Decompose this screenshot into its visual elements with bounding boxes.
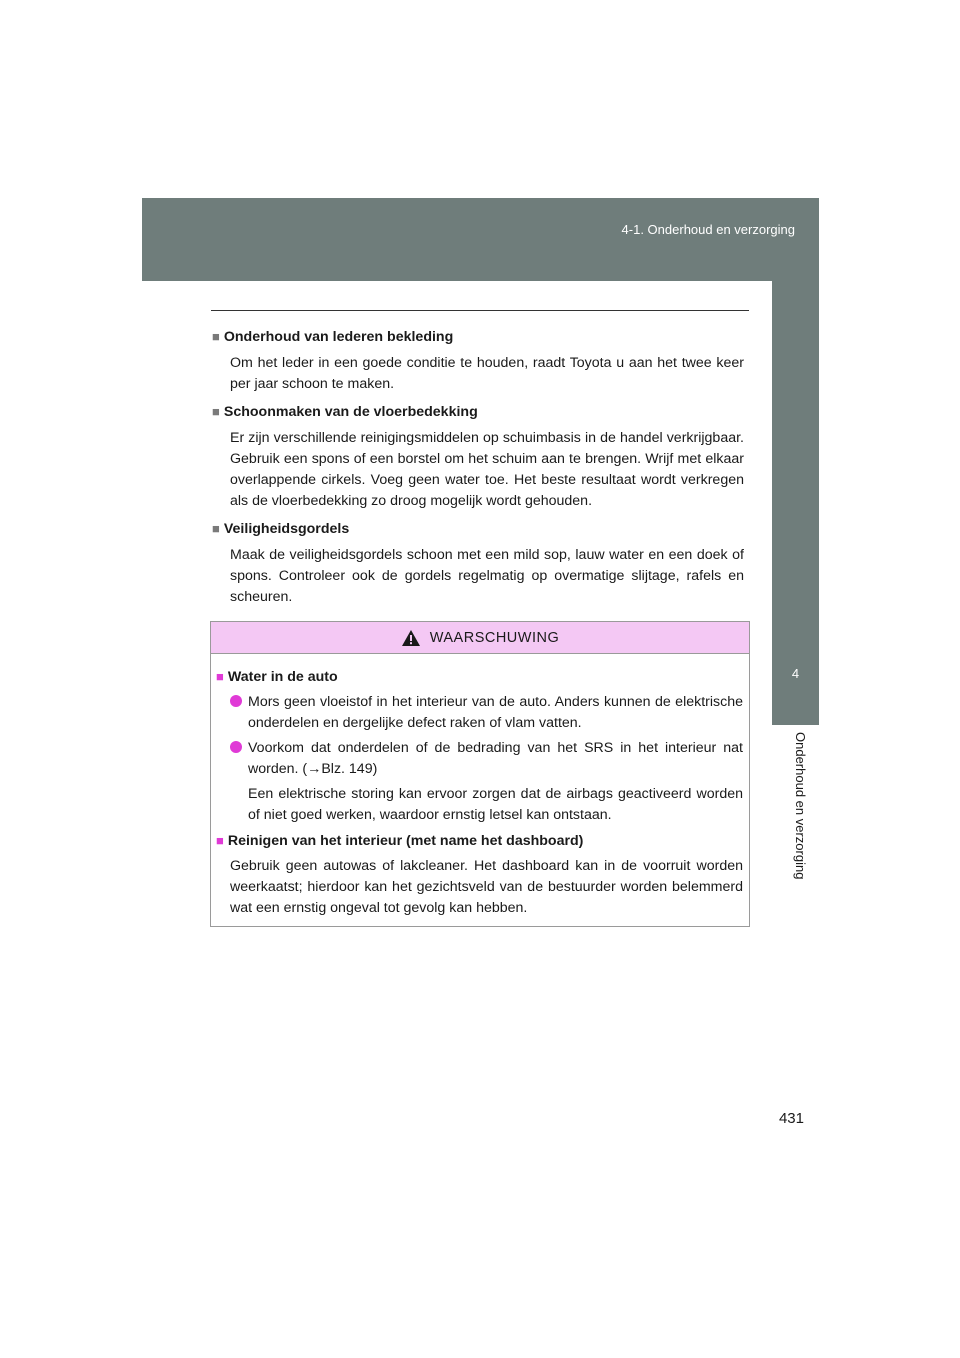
section-body: Er zijn verschillende reinigingsmiddelen op schuimbasis in de handel verkrijgbaar. Gebruik een spons of een borstel om het schuim aan te brengen. Wrijf met elkaar overlappende cirkels. Voeg geen water toe. Het beste resultaat wordt verkregen als de vloerbedekking zo droog mogelijk wordt gehouden.: [230, 430, 744, 509]
side-tab: [772, 281, 819, 656]
header-band: [142, 198, 819, 281]
warning-box: [210, 621, 750, 927]
section-carpet: [212, 401, 744, 512]
section-heading: Schoonmaken van de vloerbedekking: [223, 404, 478, 420]
square-bullet-icon: ■: [212, 404, 220, 419]
circle-bullet-icon: [230, 741, 242, 753]
section-seatbelts: [212, 518, 744, 608]
warning-item-body: Gebruik geen autowas of lakcleaner. Het dashboard kan in de voorruit worden weerkaatst; hierdoor kan het gezichtsveld van de bestuurder worden belemmerd wat een ernstig ongeval tot gevolg kan hebben.: [230, 858, 743, 916]
bullet-continuation: Een elektrische storing kan ervoor zorgen dat de airbags geactiveerd worden of niet goed werken, waardoor ernstig letsel kan ontstaan.: [248, 786, 743, 823]
section-heading: Onderhoud van lederen bekleding: [223, 329, 454, 345]
warning-title: WAARSCHUWING: [429, 629, 560, 646]
page-number: 431: [778, 1110, 804, 1127]
main-content: [212, 326, 744, 614]
square-bullet-icon: ■: [216, 669, 224, 684]
warning-item-heading: Water in de auto: [227, 669, 338, 685]
chapter-label: Onderhoud en verzorging: [793, 732, 808, 880]
warning-item-heading: Reinigen van het interieur (met name het dashboard): [227, 833, 584, 849]
section-title: 4-1. Onderhoud en verzorging: [621, 222, 795, 237]
section-body: Om het leder in een goede conditie te houden, raadt Toyota u aan het twee keer per jaar schoon te maken.: [230, 355, 744, 392]
warning-triangle-icon: [401, 629, 421, 647]
chapter-number: 4: [772, 656, 819, 725]
circle-bullet-icon: [230, 695, 242, 707]
square-bullet-icon: ■: [212, 521, 220, 536]
section-body: Maak de veiligheidsgordels schoon met een mild sop, lauw water en een doek of spons. Controleer ook de gordels regelmatig op overmatige slijtage, rafels en scheuren.: [230, 547, 744, 605]
warning-header: [211, 622, 749, 654]
square-bullet-icon: ■: [216, 833, 224, 848]
square-bullet-icon: ■: [212, 329, 220, 344]
section-leather: [212, 326, 744, 395]
section-heading: Veiligheidsgordels: [223, 521, 350, 537]
warning-body: [211, 654, 749, 919]
list-item: Mors geen vloeistof in het interieur van de auto. Anders kunnen de elektrische onderdelen en dergelijke defect raken of vlam vatten.: [230, 692, 743, 734]
divider: [211, 310, 749, 311]
list-item: Voorkom dat onderdelen of de bedrading van het SRS in het interieur nat worden. (→Blz. 149): [230, 738, 743, 780]
